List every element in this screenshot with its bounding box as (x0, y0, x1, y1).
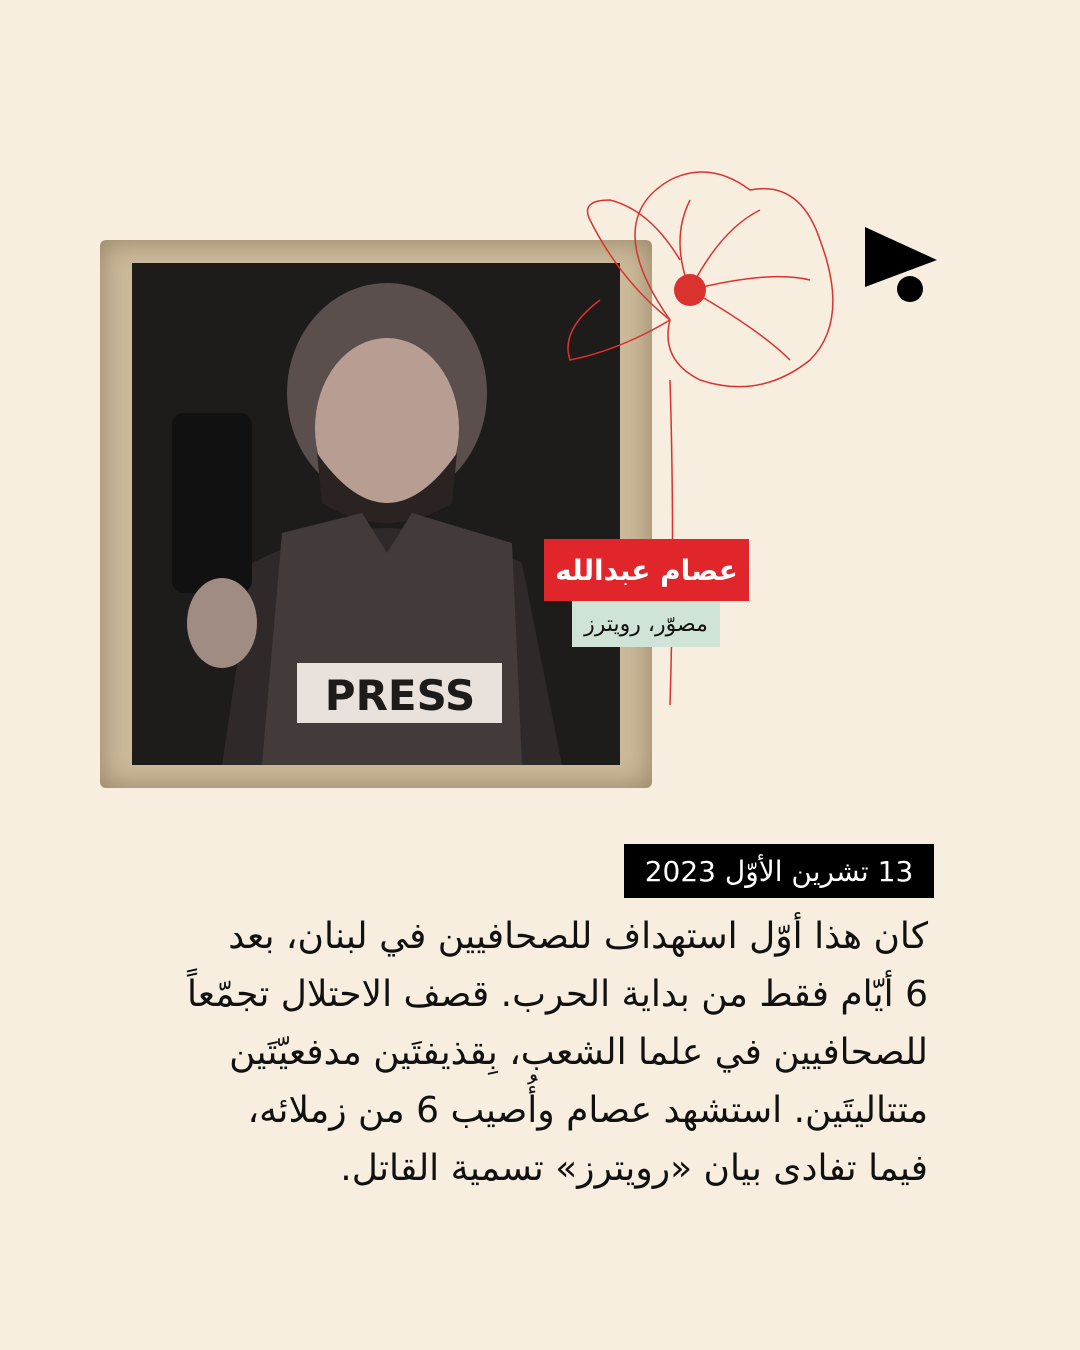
press-label: PRESS (324, 671, 476, 720)
body-text (168, 908, 928, 1198)
date-text: 13 تشرين الأوّل 2023 (644, 854, 914, 888)
name-tag (544, 539, 749, 601)
body-line: كان هذا أوّل استهداف للصحافيين في لبنان، بعد (228, 916, 928, 957)
body-line: متتاليتَين. استشهد عصام وأُصيب 6 من زملائه، (247, 1090, 928, 1131)
body-line: 6 أيّام فقط من بداية الحرب. قصف الاحتلال تجمّعاً (186, 974, 928, 1015)
brand-logo-icon (862, 225, 942, 305)
body-line: للصحافيين في علما الشعب، بِقذيفتَين مدفعيّتَين (229, 1032, 928, 1073)
portrait-photo (132, 263, 620, 765)
date-badge (624, 844, 934, 898)
body-line: فيما تفادى بيان «رويترز» تسمية القاتل. (340, 1148, 928, 1189)
person-name: عصام عبدالله (555, 553, 738, 587)
role-tag (572, 601, 720, 647)
person-role: مصوّر، رويترز (584, 611, 708, 637)
